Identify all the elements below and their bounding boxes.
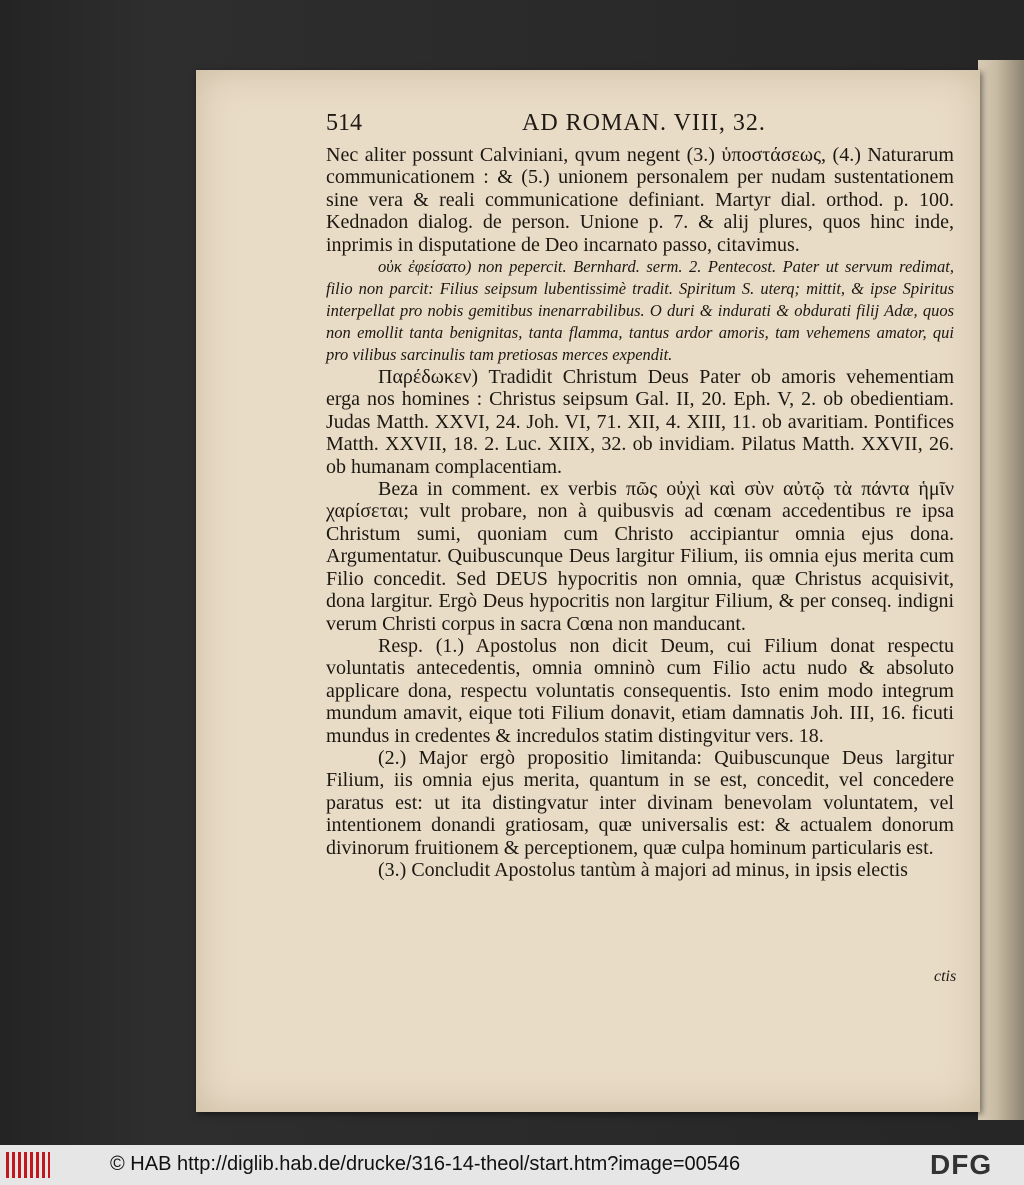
page-edge [978,60,1024,1120]
copyright-link[interactable]: © HAB http://diglib.hab.de/drucke/316-14-theol/start.htm?image=00546 [110,1153,741,1175]
paragraph-1: Nec aliter possunt Calviniani, qvum negent (3.) ὑποστάσεως, (4.) Naturarum communicationem : & (5.) unionem personalem per nudam sustentationem sine vera & reali communicatione definiant. Martyr dial. orthod. p. 100. Kednadon dialog. de person. Unione p. 7. & alij plures, quos hinc inde, inprimis in disputatione de Deo incarnato passo, citavimus. [326,144,954,256]
page-header [326,110,966,146]
page-number: 514 [326,110,362,136]
catchword: ctis [934,968,957,985]
running-title: AD ROMAN. VIII, 32. [522,110,766,136]
paragraph-3: Παρέδωκεν) Tradidit Christum Deus Pater ob amoris vehementiam erga nos homines : Christus seipsum Gal. II, 20. Eph. V, 2. ob obedientiam. Judas Matth. XXVI, 24. Joh. VI, 71. XII, 4. XIII, 11. ob avaritiam. Pontifices Matth. XXVII, 18. 2. Luc. XIIX, 32. ob invidiam. Pilatus Matth. XXVII, 26. ob humanam complacentiam. [326,366,954,478]
paragraph-5: Resp. (1.) Apostolus non dicit Deum, cui Filium donat respectu voluntatis antecedentis, omnia omninò cum Filio actu nudo & absoluto applicare dona, respectu voluntatis consequentis. Isto enim modo integrum mundum amavit, eique toti Filium donavit, etiam damnatis Joh. III, 16. ficuti mundus in credentes & incredulos statim distingvitur vers. 18. [326,634,954,747]
footer-bar [0,1145,1024,1185]
barcode-icon [6,1152,50,1178]
book-page [196,70,980,1112]
paragraph-6: (2.) Major ergò propositio limitanda: Quibuscunque Deus largitur Filium, iis omnia ejus merita, quantum in se est, concedit, vel concedere paratus est: ut ita distingvatur inter divinam benevolam voluntatem, vel intentionem donandi gratiosam, quæ universalis est: & actualem donorum divinorum fruitionem & perceptionem, quæ culpa hominum particularis est. [326,746,954,859]
page-text [326,144,954,881]
paragraph-7: (3.) Concludit Apostolus tantùm à majori ad minus, in ipsis electis [378,858,908,881]
paragraph-2: οὐκ ἐφείσατο) non pepercit. Bernhard. serm. 2. Pentecost. Pater ut servum redimat, filio non parcit: Filius seipsum lubentissimè tradit. Spiritum S. uterq; mittit, & ipse Spiritus interpellat pro nobis gemitibus inenarrabilibus. O duri & indurati & obdurati filij Adæ, quos non emollit tanta benignitas, tanta flamma, tantus ardor amoris, tam vehemens amator, qui pro vilibus sarcinulis tam pretiosas merces expendit. [326,257,954,365]
paragraph-4: Beza in comment. ex verbis πῶς οὐχὶ καὶ σὺν αὐτῷ τὰ πάντα ἡμῖν χαρίσεται; vult probare, non à quibusvis ad cœnam accedentibus re ipsa Christum sumi, quoniam cum Christo accipiantur omnia ejus dona. Argumentatur. Quibuscunque Deus largitur Filium, iis omnia ejus merita cum Filio concedit. Sed DEUS hypocritis non omnia, quæ Christus acquisivit, dona largitur. Ergò Deus hypocritis non largitur Filium, & per conseq. indigni verum Christi corpus in sacra Cœna non manducant. [326,478,954,635]
dfg-logo: DFG [930,1149,993,1180]
